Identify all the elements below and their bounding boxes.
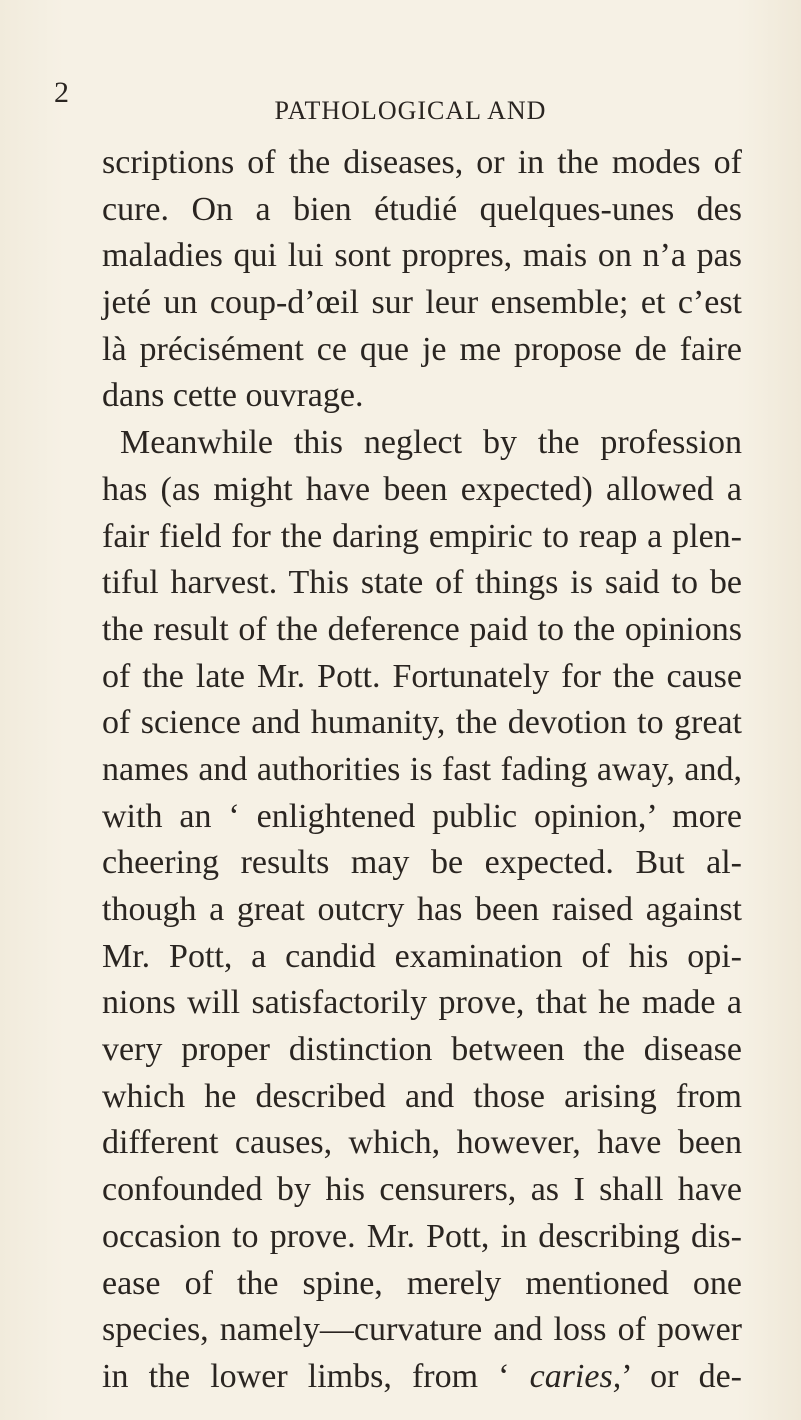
text-segment: tiful harvest. This state of things is said to be [102, 564, 742, 602]
text-segment: of the late Mr. Pott. Fortunately for the cause [102, 657, 742, 695]
text-line [102, 467, 742, 514]
text-line [102, 654, 742, 701]
text-segment: scriptions of the diseases, or in the modes of [102, 144, 742, 181]
text-line [102, 1167, 742, 1214]
running-head: PATHOLOGICAL AND [274, 96, 547, 125]
text-line [102, 1074, 742, 1121]
text-line [102, 794, 742, 841]
text-segment: Meanwhile this neglect by the profession [120, 424, 742, 462]
text-segment: cheering results may be expected. But al- [102, 844, 742, 882]
text-line [102, 327, 742, 374]
text-segment: jeté un coup-d’œil sur leur ensemble; et c’est [102, 284, 742, 322]
text-segment: with an ‘ enlightened public opinion,’ more [102, 797, 742, 835]
text-segment: là précisément ce que je me propose de faire [102, 330, 742, 368]
text-line [102, 233, 742, 280]
text-segment: cure. On a bien étudié quelques-unes des [102, 190, 742, 228]
text-segment: dans cette ouvrage. [102, 377, 364, 415]
text-line [102, 373, 742, 420]
text-line [102, 1261, 742, 1308]
text-line [102, 560, 742, 607]
text-line [102, 700, 742, 747]
text-line [102, 840, 742, 887]
text-line [102, 934, 742, 981]
text-line [102, 1027, 742, 1074]
text-segment: Mr. Pott, a candid examination of his opi- [102, 937, 742, 975]
text-segment: which he described and those arising from [102, 1077, 742, 1115]
text-line [102, 1354, 742, 1401]
text-segment: of science and humanity, the devotion to great [102, 704, 742, 742]
text-segment: ’ or de- [621, 1357, 742, 1395]
text-line [102, 607, 742, 654]
text-segment: names and authorities is fast fading away, and, [102, 750, 742, 788]
text-segment: fair field for the daring empiric to reap a plen- [102, 517, 742, 555]
text-segment: maladies qui lui sont propres, mais on n’a pas [102, 237, 742, 275]
text-segment: very proper distinction between the disease [102, 1031, 742, 1069]
text-line [102, 514, 742, 561]
text-line [102, 887, 742, 934]
text-line [102, 1214, 742, 1261]
text-line [102, 420, 742, 467]
text-segment: nions will satisfactorily prove, that he made a [102, 984, 742, 1022]
italic-text: caries, [529, 1357, 622, 1395]
text-segment: though a great outcry has been raised against [102, 891, 742, 928]
text-line [102, 1307, 742, 1354]
page-number: 2 [54, 76, 69, 109]
text-segment: species, namely—curvature and loss of power [102, 1311, 742, 1349]
text-line [102, 1120, 742, 1167]
text-line [102, 187, 742, 234]
text-line [102, 747, 742, 794]
text-line [102, 980, 742, 1027]
text-segment: different causes, which, however, have been [102, 1124, 742, 1162]
body-text [102, 140, 742, 1401]
text-segment: ease of the spine, merely mentioned one [102, 1264, 742, 1302]
text-line [102, 140, 742, 187]
text-segment: the result of the deference paid to the opinions [102, 610, 742, 648]
text-segment: has (as might have been expected) allowed a [102, 470, 742, 508]
text-segment: confounded by his censurers, as I shall have [102, 1171, 742, 1209]
text-segment: occasion to prove. Mr. Pott, in describing dis- [102, 1217, 742, 1255]
text-segment: in the lower limbs, from ‘ [102, 1357, 530, 1395]
text-line [102, 280, 742, 327]
